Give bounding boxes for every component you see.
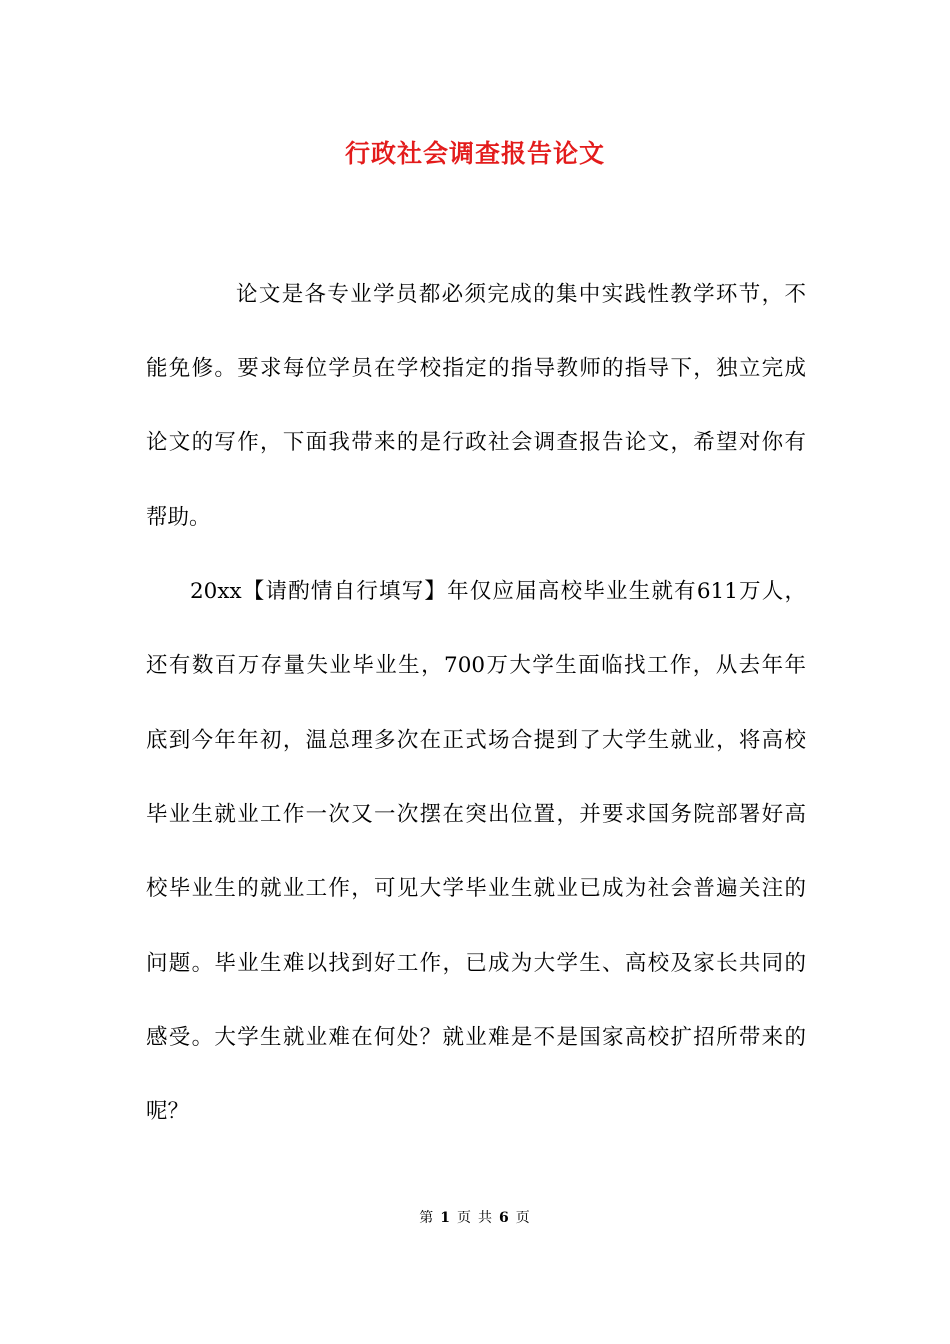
paragraph-line: 能免修。要求每位学员在学校指定的指导教师的指导下，独立完成 — [146, 356, 806, 381]
footer-label-unit: 页 — [457, 1210, 472, 1226]
paragraph-line: 底到今年年初，温总理多次在正式场合提到了大学生就业，将高校 — [146, 728, 806, 753]
footer-label-unit-2: 页 — [515, 1210, 531, 1226]
paragraph-line: 呢？ — [146, 1099, 190, 1124]
paragraph-line: 毕业生就业工作一次又一次摆在突出位置，并要求国务院部署好高 — [146, 802, 806, 827]
paragraph-line: 感受。大学生就业难在何处？就业难是不是国家高校扩招所带来的 — [146, 1025, 806, 1050]
footer-label-page: 第 — [419, 1210, 435, 1226]
paragraph-line: 问题。毕业生难以找到好工作，已成为大学生、高校及家长共同的 — [146, 951, 806, 976]
footer-label-total: 共 — [478, 1210, 493, 1226]
paragraph-line: 帮助。 — [146, 505, 211, 530]
paragraph-line: 校毕业生的就业工作，可见大学毕业生就业已成为社会普遍关注的 — [146, 876, 806, 901]
paragraph-line: 论文的写作，下面我带来的是行政社会调查报告论文，希望对你有 — [146, 430, 806, 455]
paragraph-line: 还有数百万存量失业毕业生，700万大学生面临找工作，从去年年 — [146, 653, 806, 678]
footer-total-pages: 6 — [499, 1210, 510, 1226]
paragraph-line: 论文是各专业学员都必须完成的集中实践性教学环节，不 — [236, 282, 806, 307]
footer-current-page: 1 — [440, 1210, 451, 1226]
paragraph-line: 20xx【请酌情自行填写】年仅应届高校毕业生就有611万人， — [190, 579, 806, 604]
page-number-footer — [0, 1207, 950, 1227]
document-title: 行政社会调查报告论文 — [344, 139, 605, 168]
